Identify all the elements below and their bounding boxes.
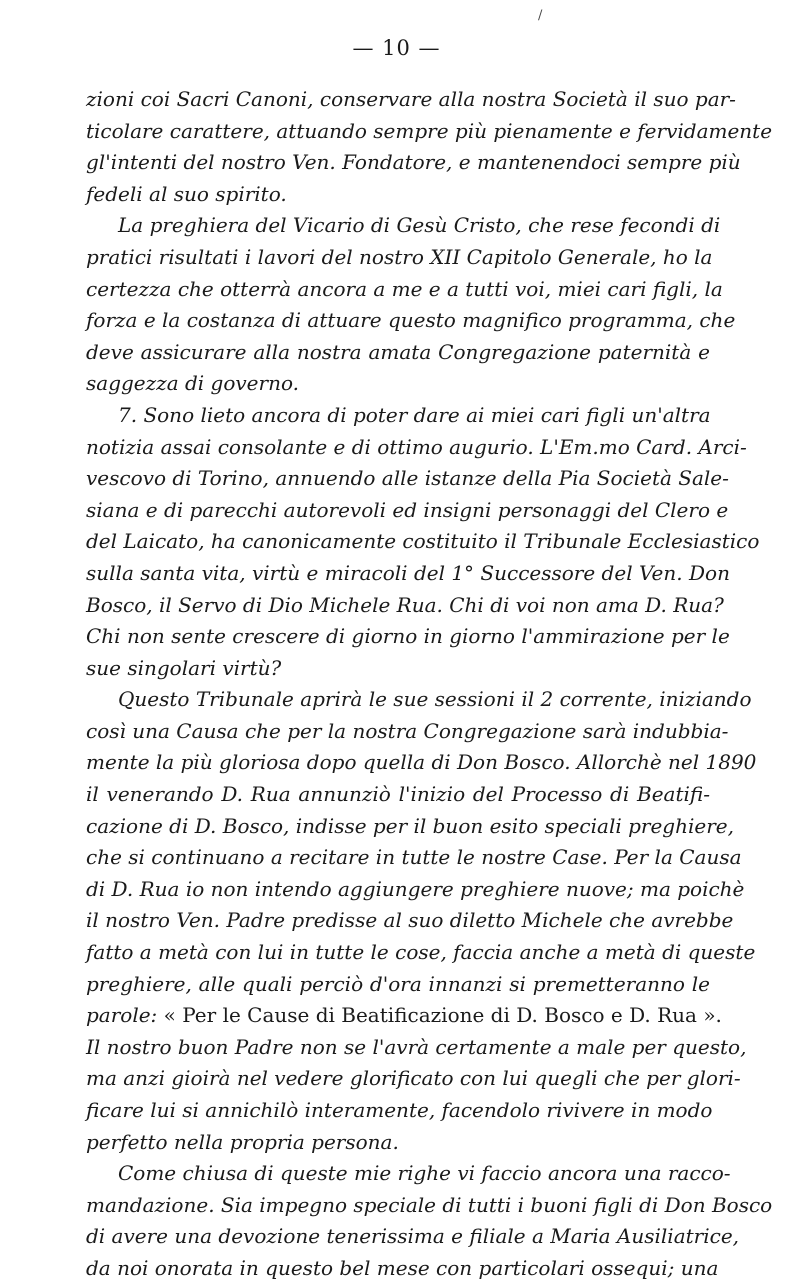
text-line: La preghiera del Vicario di Gesù Cristo, che rese fecondi di — [118, 213, 721, 238]
text-line: certezza che otterrà ancora a me e a tutti voi, miei cari figli, la — [86, 276, 723, 301]
text-line: fedeli al suo spirito. — [86, 181, 287, 206]
text-line-mixed — [86, 1000, 722, 1032]
text-line: che si continuano a recitare in tutte le nostre Case. Per la Causa — [86, 845, 742, 870]
text-line: deve assicurare alla nostra amata Congregazione paternità e — [86, 339, 710, 364]
text-line: vescovo di Torino, annuendo alle istanze della Pia Società Sale- — [86, 466, 729, 491]
text-line: Il nostro buon Padre non se l'avrà certamente a male per questo, — [86, 1034, 747, 1059]
text-line: saggezza di governo. — [86, 371, 300, 396]
text-line: notizia assai consolante e di ottimo augurio. L'Em.mo Card. Arci- — [86, 434, 747, 459]
text-line: così una Causa che per la nostra Congregazione sarà indubbia- — [86, 718, 729, 743]
text-line: siana e di parecchi autorevoli ed insigni personaggi del Clero e — [86, 497, 729, 522]
text-line: di avere una devozione tenerissima e filiale a Maria Ausiliatrice, — [86, 1224, 740, 1249]
text-line: ma anzi gioirà nel vedere glorificato con lui quegli che per glori- — [86, 1066, 741, 1091]
corner-mark: / — [538, 8, 543, 23]
text-line: sulla santa vita, virtù e miracoli del 1° Successore del Ven. Don — [86, 560, 730, 585]
text-line: sue singolari virtù? — [86, 655, 282, 680]
text-line: ficare lui si annichilò interamente, facendolo rivivere in modo — [86, 1098, 713, 1122]
text-line: Come chiusa di queste mie righe vi faccio ancora una racco- — [118, 1161, 731, 1186]
text-line: di D. Rua io non intendo aggiungere preghiere nuove; ma poichè — [86, 876, 745, 901]
body-text — [86, 84, 773, 1285]
text-line: Questo Tribunale aprirà le sue sessioni il 2 corrente, iniziando — [118, 687, 752, 712]
text-line: del Laicato, ha canonicamente costituito il Tribunale Ecclesiastico — [86, 529, 760, 554]
text-line: preghiere, alle quali perciò d'ora innanzi si premetteranno le — [86, 971, 710, 996]
prayer-invocation: « Per le Cause di Beatificazione di D. Bosco e D. Rua ». — [163, 1003, 722, 1028]
text-line: mandazione. Sia impegno speciale di tutti i buoni figli di Don Bosco — [86, 1192, 773, 1217]
text-line: forza e la costanza di attuare questo magnifico programma, che — [86, 308, 736, 333]
text-line: Chi non sente crescere di giorno in giorno l'ammirazione per le — [86, 624, 730, 649]
text-line: pratici risultati i lavori del nostro XII Capitolo Generale, ho la — [86, 244, 713, 269]
text-line: fatto a metà con lui in tutte le cose, faccia anche a metà di queste — [86, 940, 756, 965]
text-line: mente la più gloriosa dopo quella di Don Bosco. Allorchè nel 1890 — [86, 750, 757, 775]
text-line: da noi onorata in questo bel mese con particolari ossequi; una — [86, 1255, 719, 1280]
text-line: cazione di D. Bosco, indisse per il buon esito speciali preghiere, — [86, 813, 734, 838]
text-line: gl'intenti del nostro Ven. Fondatore, e mantenendoci sempre più — [86, 150, 741, 175]
text-line: perfetto nella propria persona. — [86, 1129, 399, 1154]
text-line: ticolare carattere, attuando sempre più pienamente e fervidamente — [86, 118, 773, 143]
text-italic-part: parole: — [86, 1003, 164, 1028]
text-line: zioni coi Sacri Canoni, conservare alla nostra Società il suo par- — [86, 87, 736, 111]
text-line: il nostro Ven. Padre predisse al suo diletto Michele che avrebbe — [86, 908, 734, 933]
text-line: il venerando D. Rua annunziò l'inizio del Processo di Beatifi- — [86, 782, 710, 807]
text-line: 7. Sono lieto ancora di poter dare ai miei cari figli un'altra — [118, 402, 711, 427]
page-number: — 10 — — [352, 36, 441, 60]
text-line: Bosco, il Servo di Dio Michele Rua. Chi di voi non ama D. Rua? — [86, 592, 724, 617]
